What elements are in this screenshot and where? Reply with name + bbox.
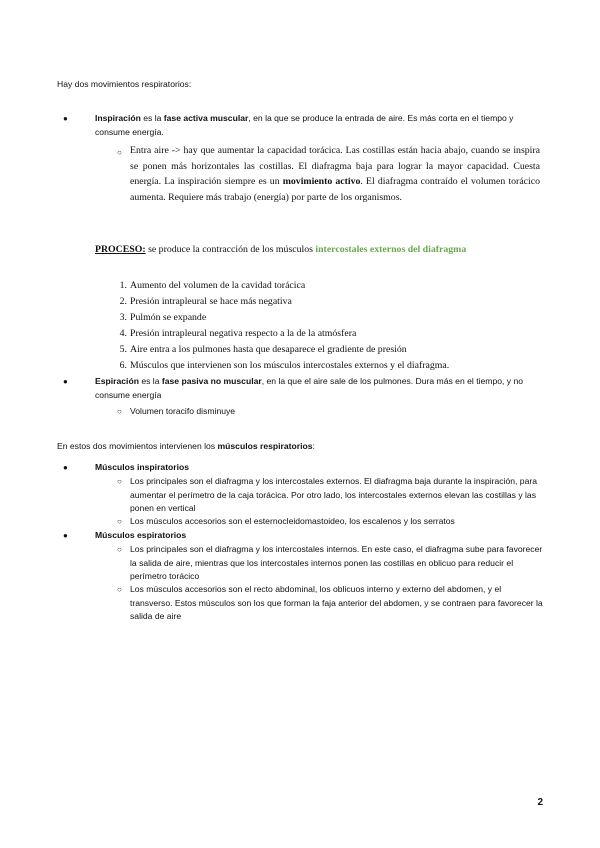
step-6: Músculos que intervienen son los músculos intercostales externos y el diafragma.: [130, 360, 450, 371]
inspiracion-term: Inspiración: [95, 113, 141, 123]
proceso-line: PROCESO: se produce la contracción de los músculos intercostales externos del diafragma: [95, 244, 467, 255]
intro-heading: Hay dos movimientos respiratorios:: [57, 79, 192, 89]
intercostales-highlight: intercostales externos del diafragma: [315, 244, 467, 255]
sub-bullet: ○: [117, 585, 122, 594]
espiracion-detail: Volumen toracifo disminuye: [130, 406, 236, 416]
sub-bullet-espiracion: ○: [117, 407, 122, 416]
step-5: Aire entra a los pulmones hasta que desaparece el gradiente de presión: [130, 344, 407, 355]
sub-bullet: ○: [117, 545, 122, 554]
bullet-inspiracion: ●: [63, 114, 68, 123]
inspiracion-detail: Entra aire -> hay que aumentar la capacidad torácica. Las costillas están hacia abajo, cuando se inspira se ponen más horizontales las costillas. El diafragma baja para lograr la mayor capacidad. Cuesta energía. La inspiración siempre es un movimiento activo. El diafragma contraído el volumen torácico aumenta. Requiere más trabajo (energía) por parte de los organismos.: [130, 145, 540, 203]
step-4: Presión intrapleural negativa respecto a la de la atmósfera: [130, 328, 357, 339]
sub-bullet-inspiracion: ○: [117, 148, 122, 157]
inspiratorios-item-1: Los principales son el diafragma y los intercostales externos. El diafragma baja durante la inspiración, para aumentar el perímetro de la caja torácica. Por otro lado, los intercostales externos elevan las costillas y las ponen en vertical: [130, 476, 537, 513]
inspiratorios-item-2: Los músculos accesorios son el esternocleidomastoideo, los escalenos y los serratos: [130, 516, 455, 526]
document-page: Hay dos movimientos respiratorios: ● Inspiración es la fase activa muscular, en la que se produce la entrada de aire. Es más corta en el tiempo y consume energía. ○ Entra aire -> hay que aumentar la capacidad torácica. Las costillas están hacia abajo, cuando se inspira se ponen más horizontales las costillas. El diafragma baja para lograr la mayor capacidad. Cuesta energía. La inspiración siempre es un movimiento activo. El diafragma contraído el volumen torácico aumenta. Requiere más trabajo (energía) por parte de los organismos. PROCESO: se produce la contracción de los músculos intercostales externos del diafragma 1. Aumento del volumen de la cavidad torácica 2. Presión intrapleural se hace más negativa 3. Pulmón se expande 4. Presión intrapleural negativa respecto a la de la atmósfera 5. Aire entra a los pulmones hasta que desaparece el gradiente de presión 6. Músculos que intervienen son los músculos intercostales externos y el diafragma. ● Espiración es la fase pasiva no muscular, en la que el aire sale de los pulmones. Dura más en el tiempo, y no consume energía ○ Volumen toracifo disminuye En estos dos movimientos intervienen los músculos respiratorios: ● Músculos inspiratorios ○ Los principales son el diafragma y los intercostales externos. El diafragma baja durante la inspiración, para aumentar el perímetro de la caja torácica. Por otro lado, los intercostales externos elevan las costillas y las ponen en vertical ○ Los músculos accesorios son el esternocleidomastoideo, los escalenos y los serratos ● Músculos espiratorios ○ Los principales son el diafragma y los intercostales internos. En este caso, el diafragma sube para favorecer la salida de aire, mientras que los intercostales internos ponen las costillas en oblicuo para reducir el perímetro torácico ○ Los músculos accesorios son el recto abdominal, los oblicuos interno y externo del abdomen, y el transverso. Estos músculos son los que forman la faja anterior del abdomen, y se contraen para favorecer la salida de aire 2: [0, 0, 600, 848]
bullet-inspiratorios: ●: [63, 463, 68, 472]
inspiratorios-title: Músculos inspiratorios: [95, 462, 190, 472]
sub-bullet: ○: [117, 477, 122, 486]
movimiento-activo: movimiento activo: [282, 176, 361, 187]
espiratorios-item-2: Los músculos accesorios son el recto abdominal, los oblicuos interno y externo del abdomen, y el transverso. Estos músculos son los que forman la faja anterior del abdomen, y se contraen para favorecer la salida de aire: [130, 584, 543, 621]
sub-bullet: ○: [117, 517, 122, 526]
proceso-label: PROCESO:: [95, 244, 146, 255]
espiratorios-title: Músculos espiratorios: [95, 530, 187, 540]
bullet-espiratorios: ●: [63, 531, 68, 540]
bullet-espiracion: ●: [63, 377, 68, 386]
step-2: Presión intrapleural se hace más negativa: [130, 296, 292, 307]
step-3: Pulmón se expande: [130, 312, 207, 323]
page-number: 2: [537, 797, 543, 808]
fase-pasiva: fase pasiva no muscular: [161, 376, 262, 386]
musculos-intro: En estos dos movimientos intervienen los músculos respiratorios:: [57, 441, 315, 451]
inspiracion-item: Inspiración es la fase activa muscular, en la que se produce la entrada de aire. Es más corta en el tiempo y consume energía.: [95, 113, 514, 137]
espiracion-item: Espiración es la fase pasiva no muscular, en la que el aire sale de los pulmones. Dura más en el tiempo, y no consume energía: [95, 376, 524, 400]
espiratorios-item-1: Los principales son el diafragma y los intercostales internos. En este caso, el diafragma sube para favorecer la salida de aire, mientras que los intercostales internos ponen las costillas en oblicuo para reducir el perímetro torácico: [130, 544, 543, 581]
fase-activa: fase activa muscular: [163, 113, 249, 123]
step-1: Aumento del volumen de la cavidad torácica: [130, 280, 306, 291]
espiracion-term: Espiración: [95, 376, 139, 386]
